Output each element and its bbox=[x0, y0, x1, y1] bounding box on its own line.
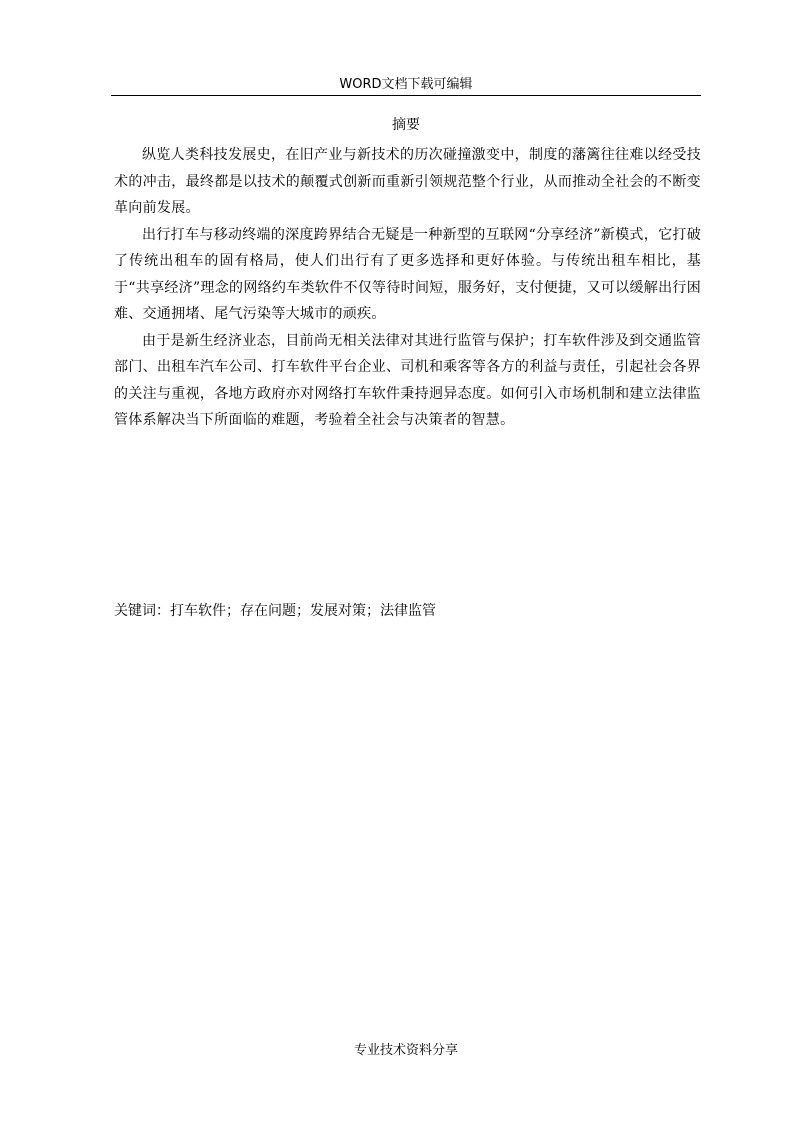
abstract-paragraph-2: 出行打车与移动终端的深度跨界结合无疑是一种新型的互联网“分享经济”新模式，它打破了传统出租车的固有格局，使人们出行有了更多选择和更好体验。与传统出租车相比，基于“共享经济”理念的网络约车类软件不仅等待时间短，服务好，支付便捷，又可以缓解出行困难、交通拥堵、尾气污染等大城市的顽疾。 bbox=[114, 226, 701, 322]
page-header: WORD文档下载可编辑 bbox=[339, 77, 473, 92]
keywords-line: 关键词：打车软件；存在问题；发展对策；法律监管 bbox=[114, 603, 436, 619]
abstract-body bbox=[114, 142, 701, 434]
abstract-paragraph-3: 由于是新生经济业态，目前尚无相关法律对其进行监管与保护；打车软件涉及到交通监管部门、出租车汽车公司、打车软件平台企业、司机和乘客等各方的利益与责任，引起社会各界的关注与重视，各地方政府亦对网络打车软件秉持迥异态度。如何引入市场机制和建立法律监管体系解决当下所面临的难题，考验着全社会与决策者的智慧。 bbox=[114, 332, 701, 428]
abstract-title: 摘要 bbox=[392, 117, 420, 133]
page-footer: 专业技术资料分享 bbox=[353, 1043, 458, 1058]
header-divider bbox=[111, 95, 701, 96]
abstract-paragraph-1: 纵览人类科技发展史，在旧产业与新技术的历次碰撞激变中，制度的藩篱往往难以经受技术的冲击，最终都是以技术的颠覆式创新而重新引领规范整个行业，从而推动全社会的不断变革向前发展。 bbox=[114, 147, 701, 216]
